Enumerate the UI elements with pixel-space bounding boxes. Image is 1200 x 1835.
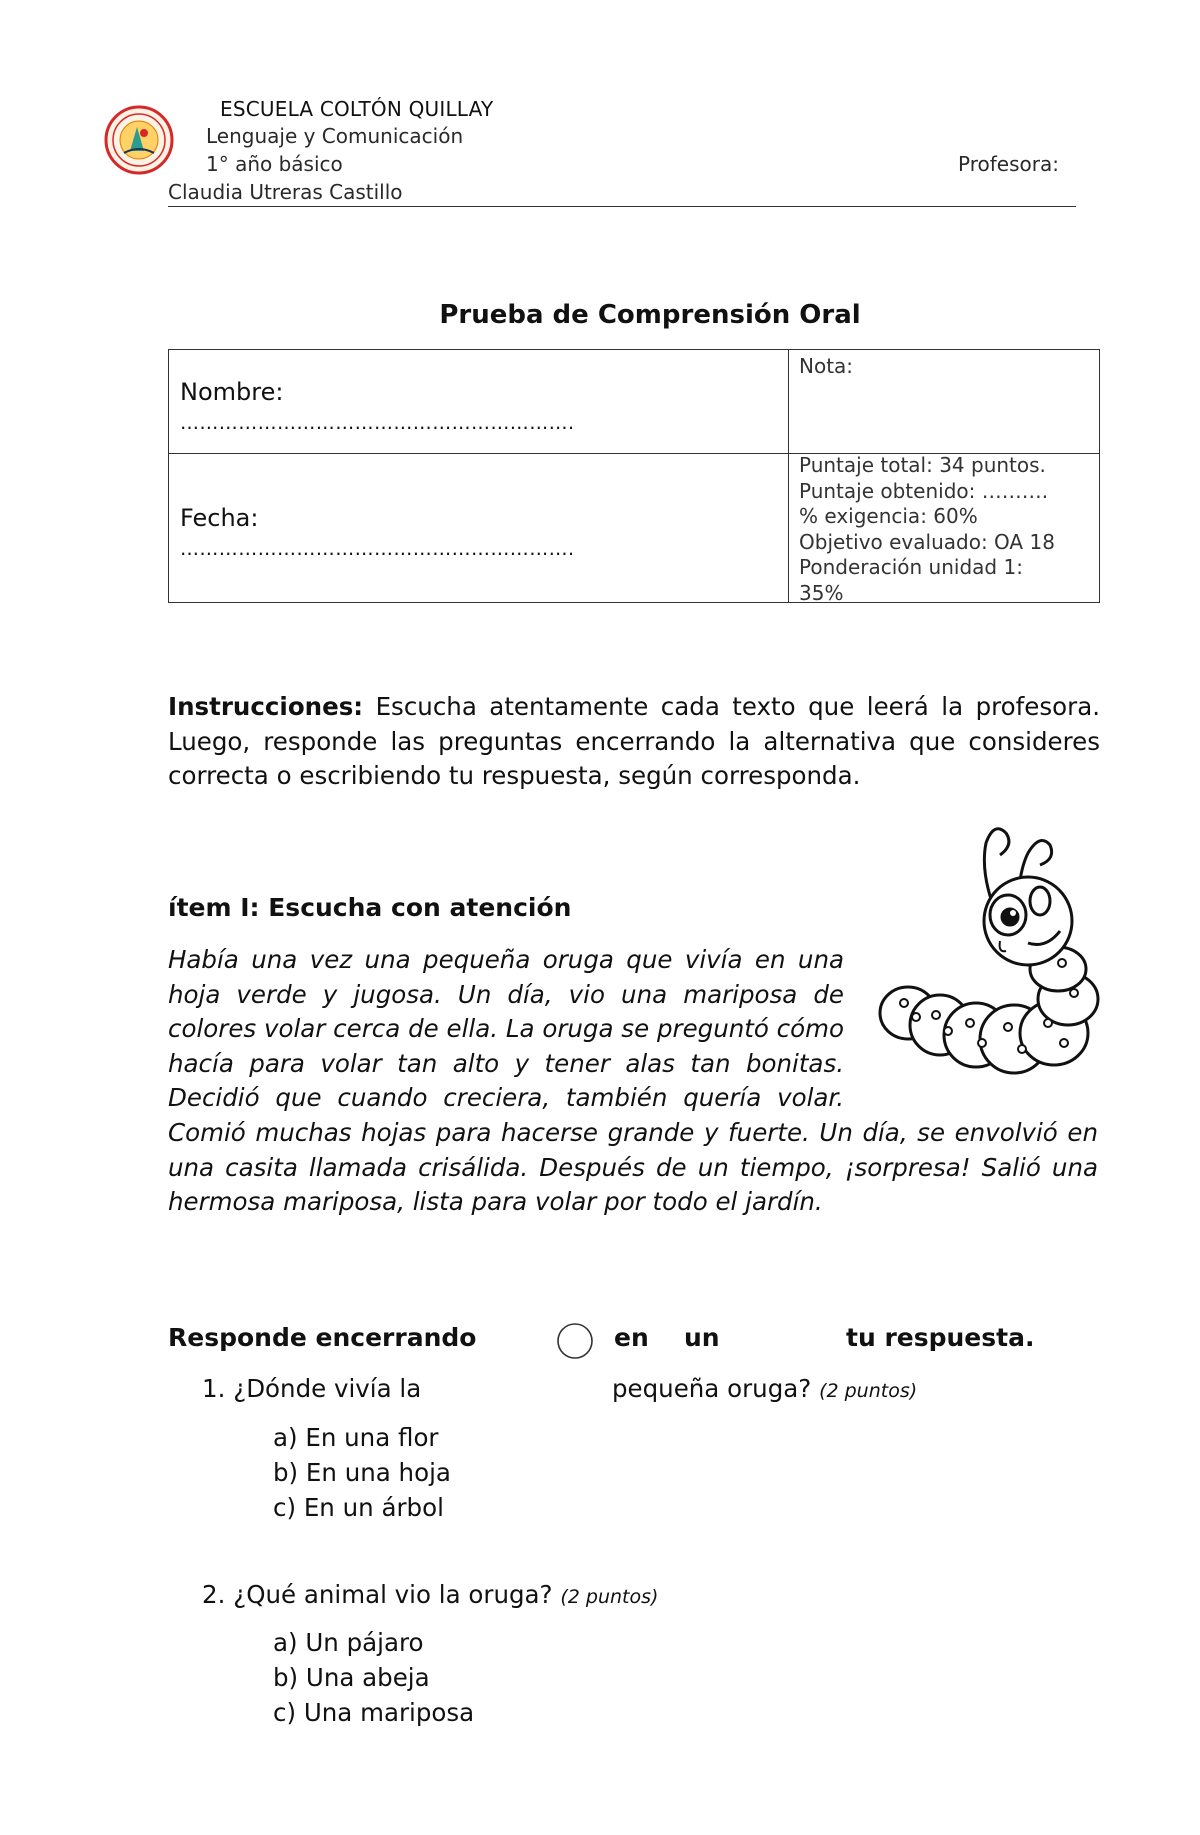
- name-field[interactable]: …………………………………………………….: [180, 412, 575, 434]
- grade-label: Nota:: [799, 354, 854, 378]
- score-line: Puntaje obtenido: ……….: [799, 478, 1049, 503]
- score-line: 35%: [799, 580, 844, 605]
- date-field[interactable]: …………………………………………………….: [180, 538, 575, 560]
- school-logo-icon: [104, 105, 174, 175]
- question-points: (2 puntos): [819, 1380, 918, 1402]
- answer-option[interactable]: b) En una hoja: [273, 1458, 451, 1487]
- teacher-label: Profesora:: [958, 152, 1059, 176]
- score-line: Objetivo evaluado: OA 18: [799, 529, 1055, 554]
- instructions-label: Instrucciones:: [168, 692, 364, 721]
- answer-option[interactable]: c) En un árbol: [273, 1493, 444, 1522]
- school-name: ESCUELA COLTÓN QUILLAY: [220, 97, 494, 121]
- story-paragraph: Había una vez una pequeña oruga que vivía en una hoja verde y jugosa. Un día, vio una mariposa de colores volar cerca de ella. La oruga se preguntó cómo hacía para volar tan alto y tener alas tan bonitas. Decidió que cuando creciera, también quería volar. Comió muchas hojas para hacerse grande y fuerte. Un día, se envolvió en una casita llamada crisálida. Después de un tiempo, ¡sorpresa! Salió una hermosa mariposa, lista para volar por todo el jardín.: [168, 945, 1098, 1217]
- teacher-name: Claudia Utreras Castillo: [168, 180, 403, 204]
- respond-instruction-start: Responde encerrando: [168, 1323, 477, 1352]
- respond-instruction-word: un: [684, 1323, 720, 1352]
- respond-instruction-word: en: [614, 1323, 649, 1352]
- question-1: [202, 1374, 421, 1403]
- respond-instruction-end: tu respuesta.: [846, 1323, 1035, 1352]
- table-divider-vertical: [788, 350, 789, 602]
- answer-option[interactable]: a) En una flor: [273, 1423, 439, 1452]
- question-number: 2.: [202, 1580, 226, 1609]
- score-line: % exigencia: 60%: [799, 504, 978, 528]
- instructions-text: Escucha atentamente cada texto que leerá la profesora. Luego, responde las preguntas encerrando la alternativa que consideres correcta o escribiendo tu respuesta, según corresponda.: [168, 692, 1100, 790]
- instructions: [168, 690, 1100, 794]
- answer-option[interactable]: b) Una abeja: [273, 1663, 430, 1692]
- answer-option[interactable]: c) Una mariposa: [273, 1698, 475, 1727]
- score-summary: [799, 453, 1055, 606]
- date-label: Fecha:: [180, 504, 259, 532]
- question-text: ¿Dónde vivía la: [233, 1374, 422, 1403]
- student-info-table: [168, 349, 1100, 603]
- grade-level: 1° año básico: [206, 152, 343, 176]
- question-text: ¿Qué animal vio la oruga?: [233, 1580, 553, 1609]
- question-1-continued: [612, 1374, 917, 1403]
- page-title: Prueba de Comprensión Oral: [439, 300, 861, 330]
- item-heading: ítem I: Escucha con atención: [168, 893, 572, 922]
- score-line: Puntaje total: 34 puntos.: [799, 453, 1046, 477]
- question-number: 1.: [202, 1374, 226, 1403]
- caterpillar-icon: [868, 803, 1118, 1103]
- subject-name: Lenguaje y Comunicación: [206, 124, 464, 148]
- question-text: pequeña oruga?: [612, 1374, 812, 1403]
- question-points: (2 puntos): [560, 1586, 659, 1608]
- question-2: [202, 1580, 658, 1609]
- name-label: Nombre:: [180, 378, 284, 406]
- answer-option[interactable]: a) Un pájaro: [273, 1628, 424, 1657]
- header-divider: [168, 206, 1076, 207]
- circle-icon: [556, 1322, 594, 1360]
- score-line: Ponderación unidad 1:: [799, 555, 1023, 579]
